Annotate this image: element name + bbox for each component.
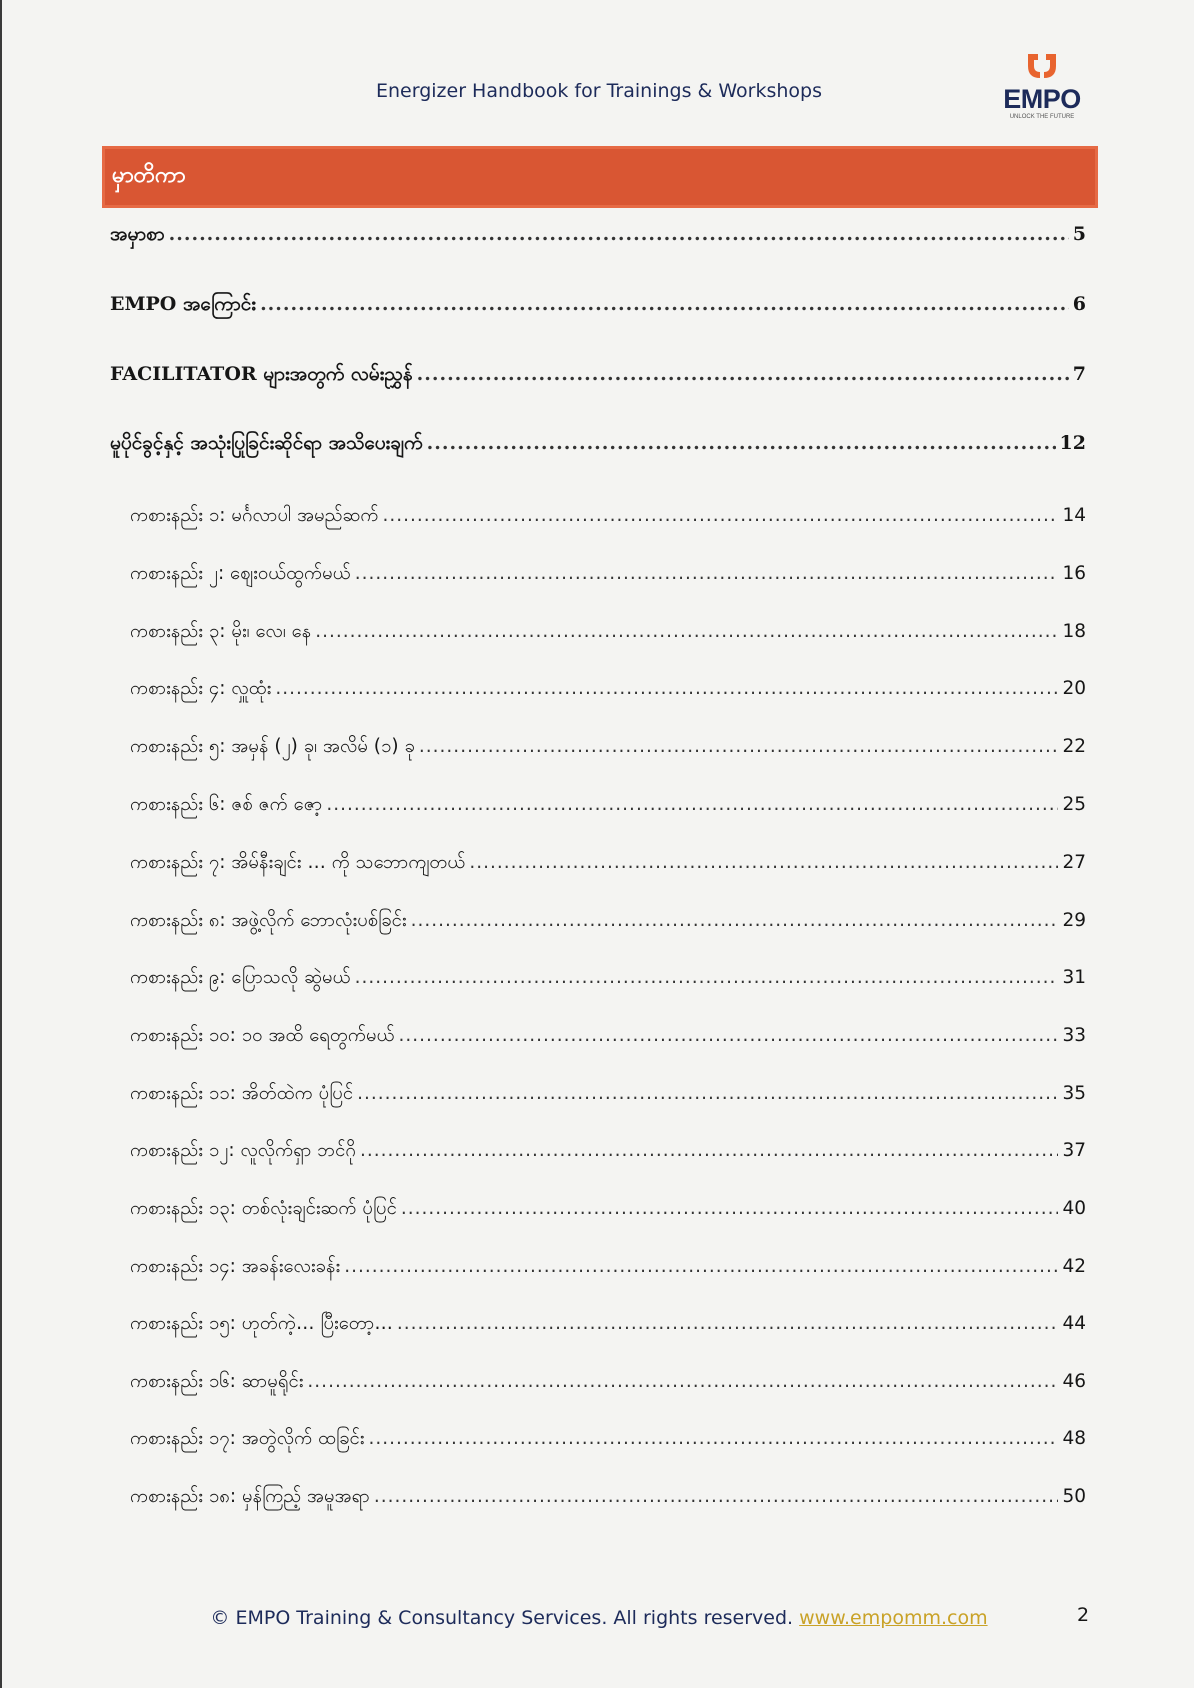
toc-entry-label: ကစားနည်း ၆: ဇစ် ဇက် ဇော့ <box>130 794 323 815</box>
toc-entry[interactable] <box>130 851 1086 878</box>
toc-entry-label: FACILITATOR များအတွက် လမ်းညွှန် <box>110 363 413 385</box>
empo-logo <box>1002 52 1082 122</box>
toc-entry-page: 42 <box>1062 1256 1086 1277</box>
toc-entry[interactable] <box>130 735 1086 762</box>
logo-mark-icon <box>1024 52 1060 80</box>
toc-entry[interactable] <box>110 222 1086 250</box>
toc-entry-page: 27 <box>1062 852 1086 873</box>
toc-banner <box>102 146 1098 208</box>
toc-entry-label: EMPO အကြောင်း <box>110 293 257 315</box>
toc-entry-page: 40 <box>1062 1198 1086 1219</box>
toc-entry-label: မူပိုင်ခွင့်နှင့် အသုံးပြုခြင်းဆိုင်ရာ အသိပေးချက် <box>110 432 423 454</box>
toc-entry[interactable] <box>130 1255 1086 1282</box>
toc-entry-label: ကစားနည်း ၁၁: အိတ်ထဲက ပုံပြင် <box>130 1083 354 1104</box>
toc-leader-dots <box>383 505 1059 526</box>
toc-entry-page: 44 <box>1062 1313 1086 1334</box>
toc-leader-dots <box>419 736 1059 757</box>
toc-entry[interactable] <box>130 504 1086 531</box>
toc-entry[interactable] <box>110 292 1086 320</box>
toc-leader-dots <box>169 223 1069 245</box>
toc-leader-dots <box>368 1428 1058 1449</box>
toc-entry-label: ကစားနည်း ၄: လှူထုံး <box>130 678 272 699</box>
toc-entry[interactable] <box>130 909 1086 936</box>
toc-leader-dots <box>355 563 1059 584</box>
toc-entry-label: ကစားနည်း ၈: အဖွဲ့လိုက် ဘောလုံးပစ်ခြင်း <box>130 910 407 931</box>
toc-entry-label: ကစားနည်း ၁၀: ၁၀ အထိ ရေတွက်မယ် <box>130 1025 395 1046</box>
toc-leader-dots <box>315 621 1058 642</box>
toc-leader-dots <box>411 910 1059 931</box>
toc-entry-page: 31 <box>1062 967 1086 988</box>
toc-leader-dots <box>344 1256 1058 1277</box>
toc-entry[interactable] <box>130 1312 1086 1339</box>
toc-entry-label: ကစားနည်း ၉: ပြောသလို ဆွဲမယ် <box>130 967 351 988</box>
toc-entry[interactable] <box>130 677 1086 704</box>
toc-entry-page: 5 <box>1072 223 1086 245</box>
toc-entry-page: 35 <box>1062 1083 1086 1104</box>
toc-leader-dots <box>469 852 1058 873</box>
toc-entry-label: ကစားနည်း ၁၂: လူလိုက်ရှာ ဘင်ဂို <box>130 1140 357 1161</box>
toc-entry-page: 18 <box>1062 621 1086 642</box>
toc-leader-dots <box>427 432 1056 454</box>
toc-leader-dots <box>307 1371 1058 1392</box>
toc-entry-label: ကစားနည်း ၁၄: အခန်းလေးခန်း <box>130 1256 341 1277</box>
header-title: Energizer Handbook for Trainings & Workshops <box>375 80 823 102</box>
toc-entry-label: အမှာစာ <box>110 223 165 245</box>
toc-entry[interactable] <box>110 362 1086 390</box>
page-number: 2 <box>1077 1604 1090 1626</box>
toc-leader-dots <box>355 967 1059 988</box>
toc-leader-dots <box>360 1140 1058 1161</box>
toc-entry[interactable] <box>130 1197 1086 1224</box>
toc-entry-page: 14 <box>1062 505 1086 526</box>
toc-entry[interactable] <box>130 562 1086 589</box>
toc-entry-page: 25 <box>1062 794 1086 815</box>
toc-entry[interactable] <box>130 620 1086 647</box>
toc-entry-label: ကစားနည်း ၅: အမှန် (၂) ခု၊ အလိမ် (၁) ခု <box>130 736 415 757</box>
toc-entry[interactable] <box>130 1427 1086 1454</box>
toc-leader-dots <box>260 293 1069 315</box>
toc-entry[interactable] <box>130 966 1086 993</box>
toc-entry-page: 7 <box>1072 363 1086 385</box>
toc-leader-dots <box>397 1313 1059 1334</box>
toc-leader-dots <box>401 1198 1059 1219</box>
toc-leader-dots <box>399 1025 1059 1046</box>
toc-entry[interactable] <box>130 1024 1086 1051</box>
logo-text: EMPO <box>1003 84 1081 114</box>
logo-tagline: UNLOCK THE FUTURE <box>1009 114 1075 120</box>
toc-entry-page: 16 <box>1062 563 1086 584</box>
footer <box>2 1607 1194 1629</box>
toc-entry[interactable] <box>130 1485 1086 1512</box>
toc-entry-label: ကစားနည်း ၃: မိုး၊ လေ၊ နေ <box>130 621 312 642</box>
toc-entry[interactable] <box>130 1082 1086 1109</box>
toc-leader-dots <box>326 794 1058 815</box>
toc-entry-page: 29 <box>1062 910 1086 931</box>
toc-entry-label: ကစားနည်း ၁၅: ဟုတ်ကဲ့… ပြီးတော့… <box>130 1313 393 1334</box>
footer-link[interactable]: www.empomm.com <box>799 1607 988 1629</box>
toc-entry-label: ကစားနည်း ၁၃: တစ်လုံးချင်းဆက် ပုံပြင် <box>130 1198 397 1219</box>
toc-entry-page: 22 <box>1062 736 1086 757</box>
toc-leader-dots <box>417 363 1069 385</box>
toc-entry-label: ကစားနည်း ၂: ဈေးဝယ်ထွက်မယ် <box>130 563 351 584</box>
toc-entry-page: 46 <box>1062 1371 1086 1392</box>
toc-entry-label: ကစားနည်း ၁၇: အတွဲလိုက် ထခြင်း <box>130 1428 365 1449</box>
toc-entry-page: 50 <box>1062 1486 1086 1507</box>
toc-entry-label: ကစားနည်း ၁: မင်္ဂလာပါ အမည်ဆက် <box>130 505 379 526</box>
toc-entry-page: 20 <box>1062 678 1086 699</box>
toc-entry-page: 48 <box>1062 1428 1086 1449</box>
toc-entry-page: 6 <box>1072 293 1086 315</box>
toc-leader-dots <box>275 678 1058 699</box>
toc-entry-label: ကစားနည်း ၇: အိမ်နီးချင်း … ကို သဘောကျတယ် <box>130 852 466 873</box>
toc-entry-label: ကစားနည်း ၁၆: ဆာမူရိုင်း <box>130 1371 304 1392</box>
toc-entry[interactable] <box>130 1139 1086 1166</box>
toc-entry[interactable] <box>130 793 1086 820</box>
toc-entry-page: 37 <box>1062 1140 1086 1161</box>
toc-entry-page: 12 <box>1059 432 1086 454</box>
toc-entry-page: 33 <box>1062 1025 1086 1046</box>
toc-entry-label: ကစားနည်း ၁၈: မှန်ကြည့် အမူအရာ <box>130 1486 370 1507</box>
toc-entry[interactable] <box>130 1370 1086 1397</box>
footer-copyright: © EMPO Training & Consultancy Services. All rights reserved. <box>210 1607 794 1629</box>
toc-entry[interactable] <box>110 431 1086 459</box>
toc-leader-dots <box>357 1083 1058 1104</box>
toc-leader-dots <box>374 1486 1059 1507</box>
toc-title: မှာတိကာ <box>112 163 186 188</box>
